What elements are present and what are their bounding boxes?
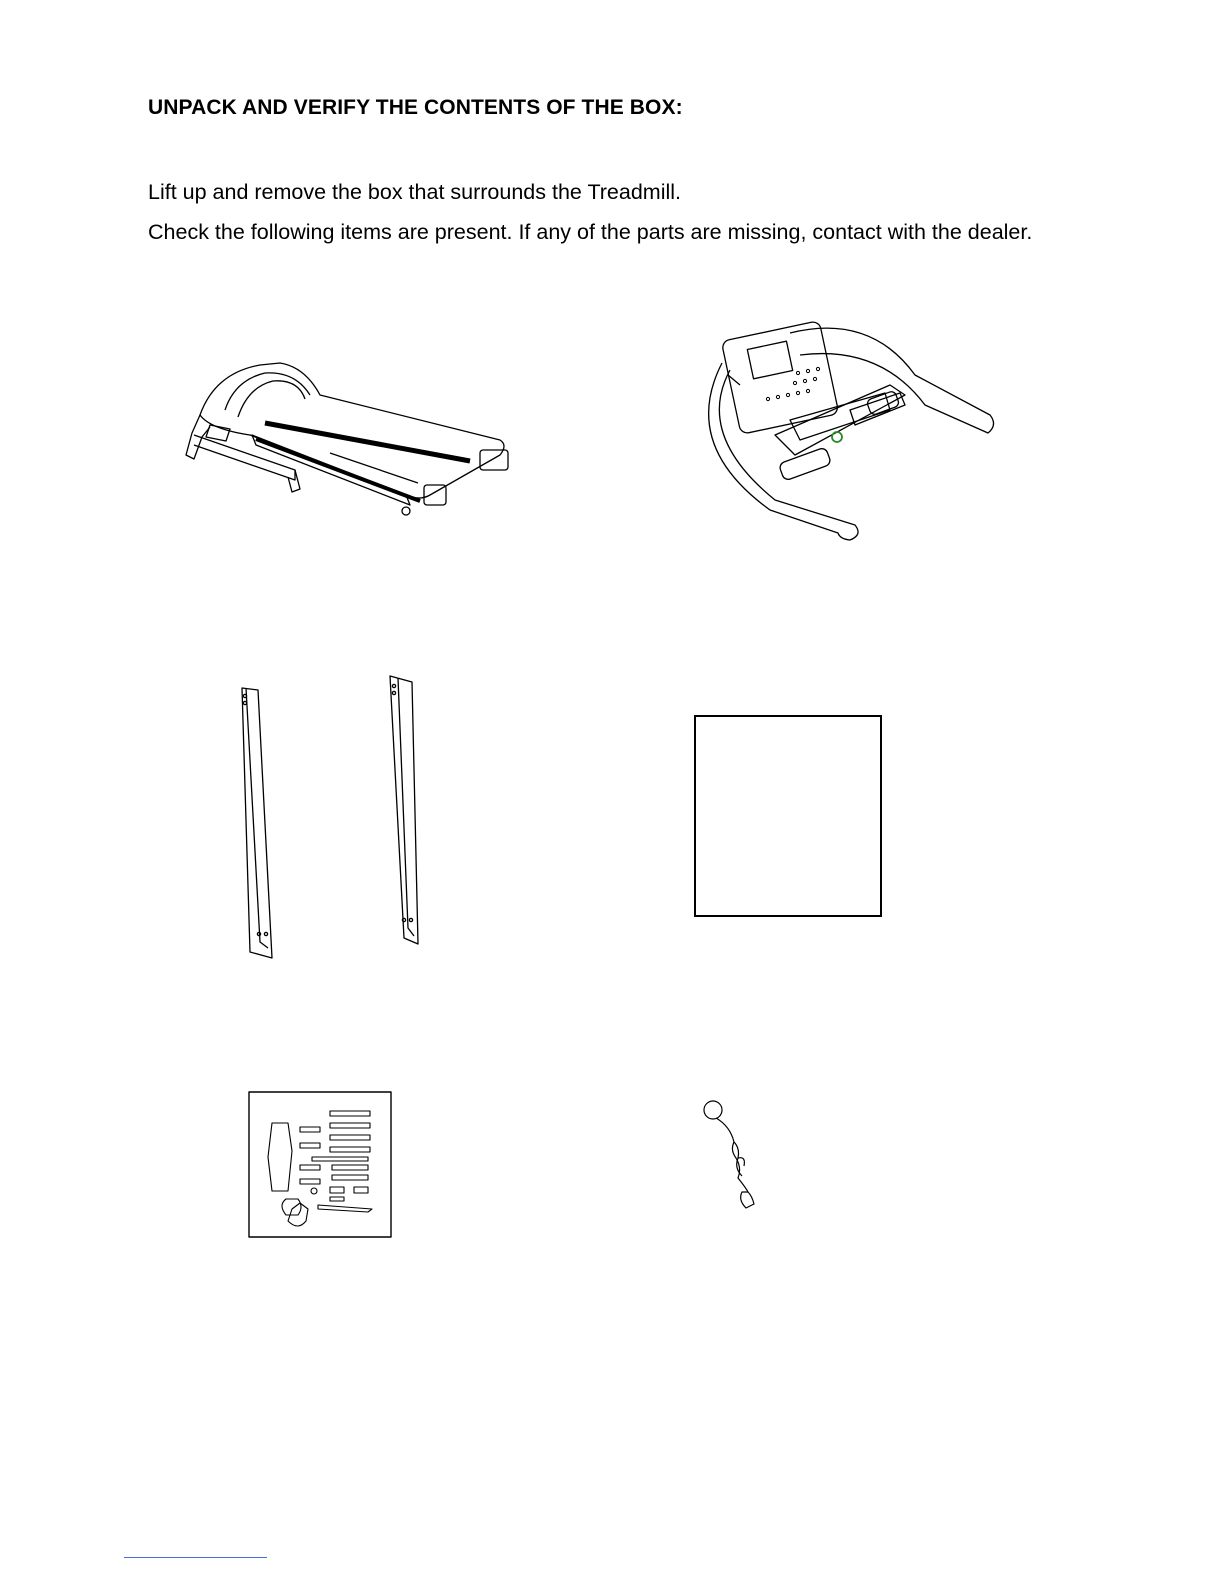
safety-key-illustration [700,1096,770,1216]
hardware-kit-illustration [248,1091,394,1241]
instruction-paragraph-1: Lift up and remove the box that surrounds the Treadmill. [148,180,682,204]
manual-box-illustration [694,715,884,919]
footer-rule [124,1557,267,1558]
right-upright [390,676,418,944]
upright-posts-illustration [238,672,428,964]
instruction-paragraph-2: Check the following items are present. If any of the parts are missing, contact with the dealer. [148,220,1033,244]
treadmill-main-frame-illustration [170,355,520,525]
page-heading: UNPACK AND VERIFY THE CONTENTS OF THE BOX: [148,96,683,119]
console-handlebar-illustration [700,315,1000,550]
left-upright [242,688,272,958]
